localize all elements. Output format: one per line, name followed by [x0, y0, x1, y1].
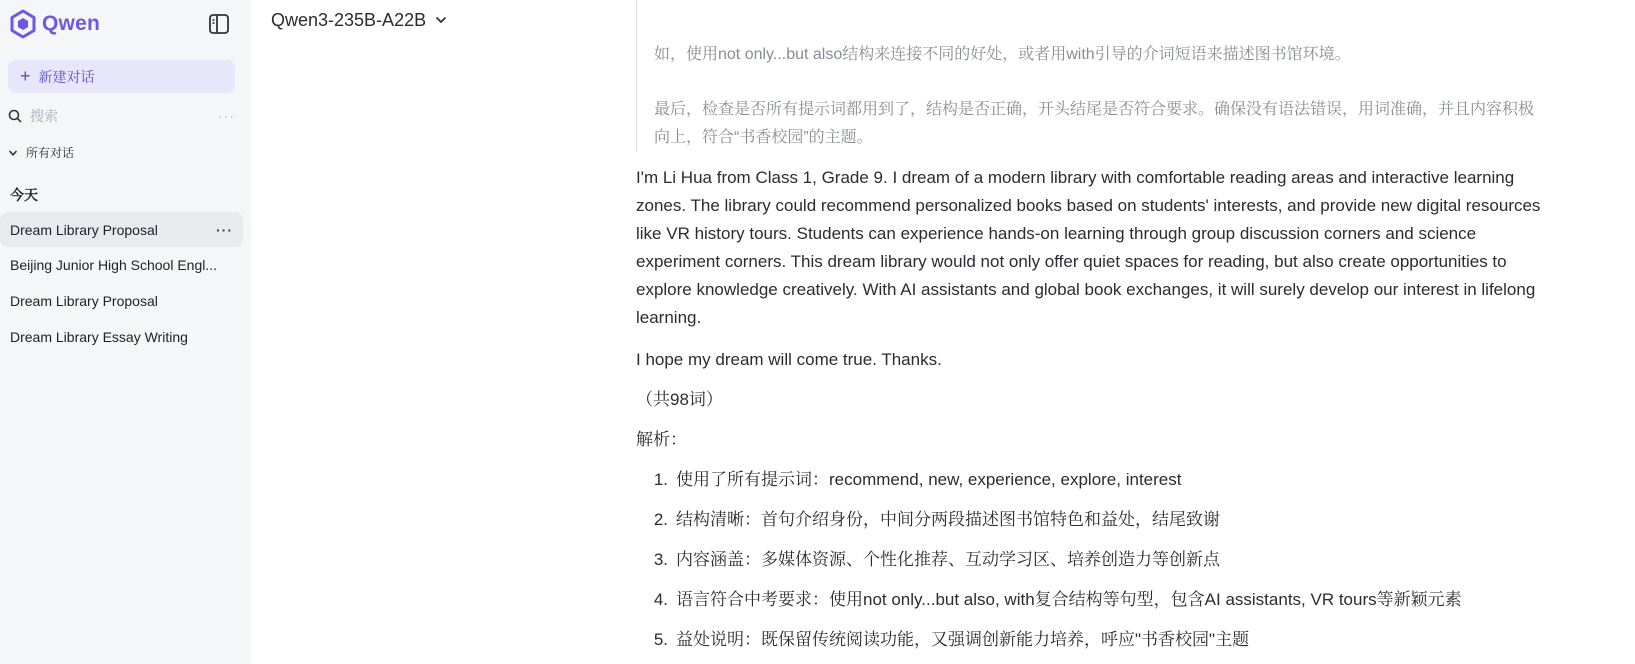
thinking-paragraph: 最后，检查是否所有提示词都用到了，结构是否正确，开头结尾是否符合要求。确保没有语法错误，用词准确，并且内容积极向上，符合“书香校园”的主题。: [654, 101, 1535, 146]
list-number: 4.: [653, 590, 668, 609]
chevron-down-icon: [434, 13, 448, 27]
list-text: 语言符合中考要求：使用not only...but also, with复合结构等句型，包含AI assistants, VR tours等新颖元素: [676, 590, 1462, 609]
sidebar-panel-icon: [208, 13, 230, 35]
sidebar: [0, 0, 251, 664]
list-number: 2.: [653, 510, 668, 529]
conversation-title: Dream Library Essay Writing: [10, 328, 188, 345]
search-input[interactable]: 搜索: [30, 108, 58, 124]
word-count: （共98词）: [636, 390, 723, 409]
search-more-icon[interactable]: ···: [218, 108, 235, 124]
thinking-partial-line: 如，使用not only...but also结构来连接不同的好处，或者用with引导的介词短语来描述图书馆环境。: [654, 46, 1351, 63]
chevron-down-icon: [8, 148, 18, 158]
new-chat-label: 新建对话: [38, 68, 95, 85]
list-item: [636, 506, 1220, 534]
thinking-block: [636, 0, 1556, 152]
search-bar[interactable]: [8, 104, 235, 128]
list-number: 5.: [653, 630, 668, 649]
qwen-logo[interactable]: [8, 8, 100, 40]
list-text: 结构清晰：首句介绍身份，中间分两段描述图书馆特色和益处，结尾致谢: [676, 510, 1220, 529]
search-icon: [8, 109, 22, 123]
analysis-heading: 解析：: [636, 430, 687, 449]
list-text: 内容涵盖：多媒体资源、个性化推荐、互动学习区、培养创造力等创新点: [676, 550, 1220, 569]
conversation-title: Dream Library Proposal: [10, 292, 158, 309]
essay-closing: I hope my dream will come true. Thanks.: [636, 350, 942, 369]
new-chat-button[interactable]: [8, 60, 235, 93]
all-conversations-toggle[interactable]: [8, 144, 74, 161]
conversation-title: Beijing Junior High School Engl...: [10, 256, 218, 273]
qwen-logo-icon: [8, 9, 38, 39]
list-number: 1.: [653, 470, 668, 489]
conversation-item[interactable]: [0, 283, 243, 318]
list-item: [636, 546, 1220, 574]
chat-content: [636, 0, 1556, 664]
conversation-more-icon[interactable]: ···: [216, 221, 233, 238]
day-group-label: 今天: [10, 187, 38, 203]
app-name: Qwen: [42, 12, 100, 35]
conversation-item[interactable]: [0, 319, 243, 354]
list-item: [636, 466, 1181, 494]
sidebar-toggle-button[interactable]: [206, 11, 232, 37]
section-label: 所有对话: [26, 146, 75, 160]
list-text: 益处说明：既保留传统阅读功能，又强调创新能力培养，呼应"书香校园"主题: [676, 630, 1250, 649]
conversation-title: Dream Library Proposal: [10, 221, 158, 238]
conversation-item[interactable]: [0, 247, 243, 282]
model-selector[interactable]: [271, 6, 448, 34]
model-name: Qwen3-235B-A22B: [271, 9, 427, 30]
essay-paragraph: I'm Li Hua from Class 1, Grade 9. I dream of a modern library with comfortable reading areas and interactive learning zones. The library could recommend personalized books based on students' interests, and provide new digital resources like VR history tours. Students can experience hands-on learning through group discussion corners and science experiment corners. This dream library would not only offer quiet spaces for reading, but also create opportunities to explore knowledge creatively. With AI assistants and global book exchanges, it will surely develop our interest in lifelong learning.: [636, 168, 1541, 327]
conversation-item[interactable]: [0, 212, 243, 247]
list-text: 使用了所有提示词：recommend, new, experience, explore, interest: [676, 470, 1182, 489]
plus-icon: +: [20, 65, 31, 86]
list-item: [636, 586, 1462, 614]
list-number: 3.: [653, 550, 668, 569]
list-item: [636, 626, 1249, 654]
